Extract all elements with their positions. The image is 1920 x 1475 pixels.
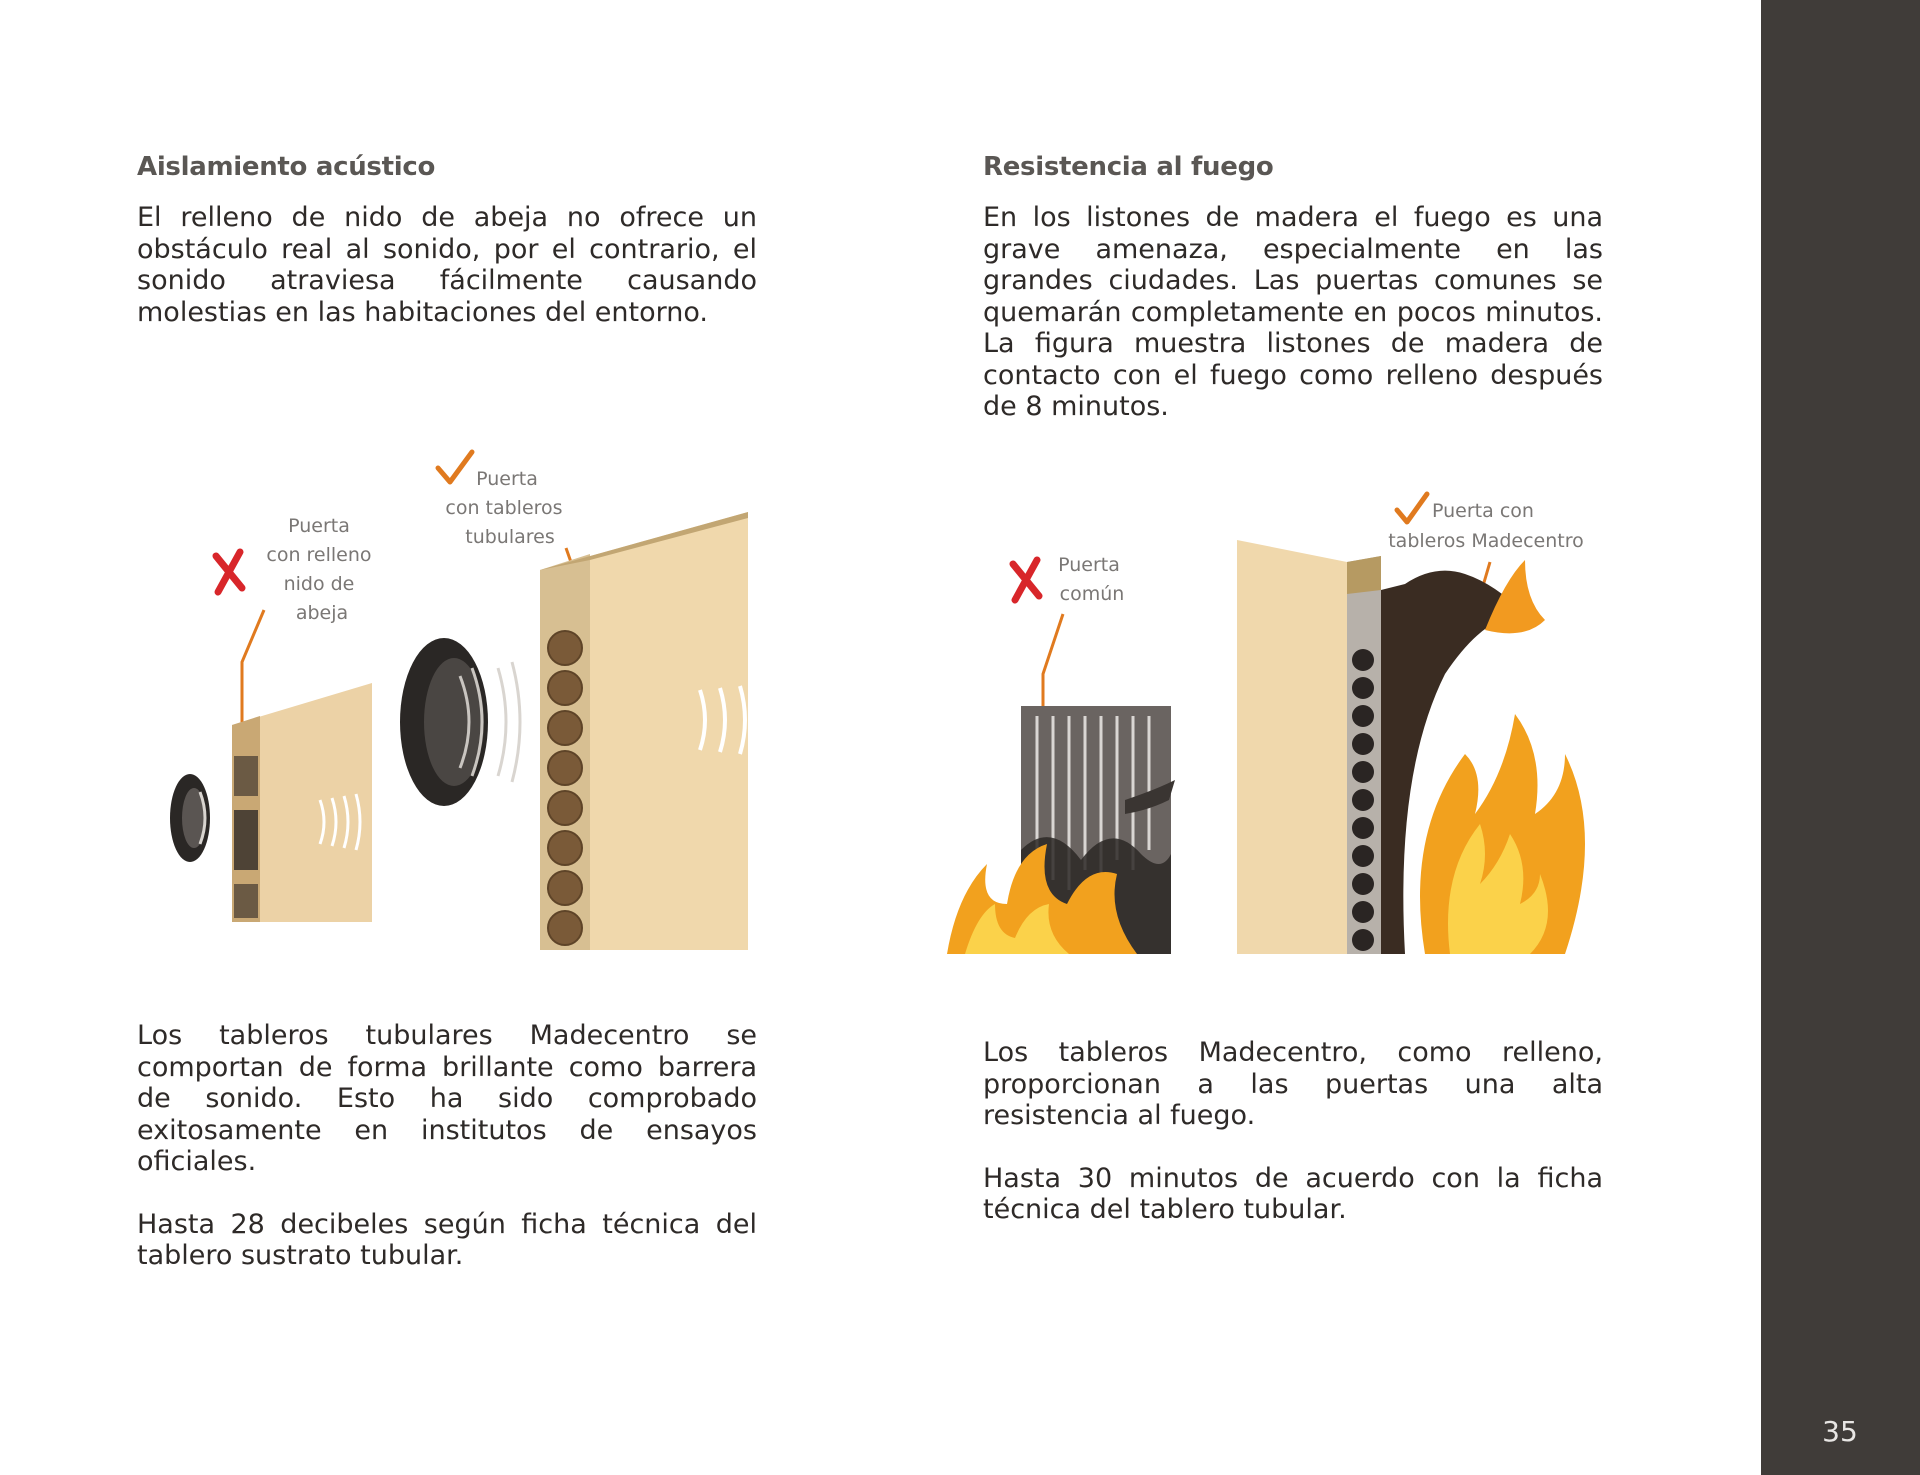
label-line: con relleno bbox=[266, 544, 372, 566]
check-icon bbox=[1397, 494, 1427, 522]
label-line: tubulares bbox=[465, 526, 555, 548]
page-number: 35 bbox=[1822, 1415, 1858, 1448]
cross-icon bbox=[216, 552, 242, 592]
acoustic-heading: Aislamiento acústico bbox=[137, 152, 436, 182]
acoustic-body: Los tableros tubulares Madecentro se comportan de forma brillante como barrera de sonido. Esto ha sido comprobado exitosamente en institutos de ensayos oficiales. bbox=[137, 1020, 757, 1177]
acoustic-body-section bbox=[137, 1020, 757, 1272]
label-line: Puerta bbox=[476, 468, 538, 490]
cross-icon bbox=[1013, 560, 1039, 600]
label-common-door bbox=[1058, 554, 1126, 605]
fire-body: Los tableros Madecentro, como relleno, proporcionan a las puertas una alta resistencia al fuego. bbox=[983, 1037, 1603, 1131]
madecentro-door bbox=[1237, 540, 1585, 954]
fire-intro: En los listones de madera el fuego es una grave amenaza, especialmente en las grandes ciudades. Las puertas comunes se quemarán completamente en pocos minutos. La figura muestra listones de madera de contacto con el fuego como relleno después de 8 minutos. bbox=[983, 202, 1603, 422]
acoustic-note: Hasta 28 decibeles según ficha técnica del tablero sustrato tubular. bbox=[137, 1208, 757, 1271]
fire-note: Hasta 30 minutos de acuerdo con la ficha técnica del tablero tubular. bbox=[983, 1162, 1603, 1225]
small-speaker-icon bbox=[170, 774, 210, 862]
tubular-door bbox=[540, 512, 748, 950]
common-door-burning bbox=[947, 706, 1175, 954]
large-speaker-icon bbox=[400, 638, 520, 806]
honeycomb-door bbox=[232, 683, 372, 922]
label-line: nido de bbox=[283, 573, 355, 595]
label-line: con tableros bbox=[445, 497, 563, 519]
fire-figure bbox=[945, 470, 1615, 960]
acoustic-figure bbox=[160, 440, 780, 960]
label-line: tableros Madecentro bbox=[1388, 530, 1584, 552]
acoustic-section bbox=[137, 152, 757, 328]
label-line: común bbox=[1059, 583, 1125, 605]
acoustic-intro: El relleno de nido de abeja no ofrece un obstáculo real al sonido, por el contrario, el sonido atraviesa fácilmente causando molestias en las habitaciones del entorno. bbox=[137, 202, 757, 328]
label-honeycomb-door bbox=[266, 515, 377, 624]
label-line: Puerta con bbox=[1432, 500, 1534, 522]
label-line: Puerta bbox=[288, 515, 350, 537]
label-line: abeja bbox=[295, 602, 349, 624]
check-icon bbox=[438, 452, 472, 482]
label-tubular-door bbox=[445, 468, 568, 548]
label-line: Puerta bbox=[1058, 554, 1120, 576]
fire-section bbox=[983, 152, 1603, 423]
fire-heading: Resistencia al fuego bbox=[983, 152, 1274, 182]
sidebar-band bbox=[1761, 0, 1920, 1475]
fire-body-section bbox=[983, 1037, 1603, 1226]
